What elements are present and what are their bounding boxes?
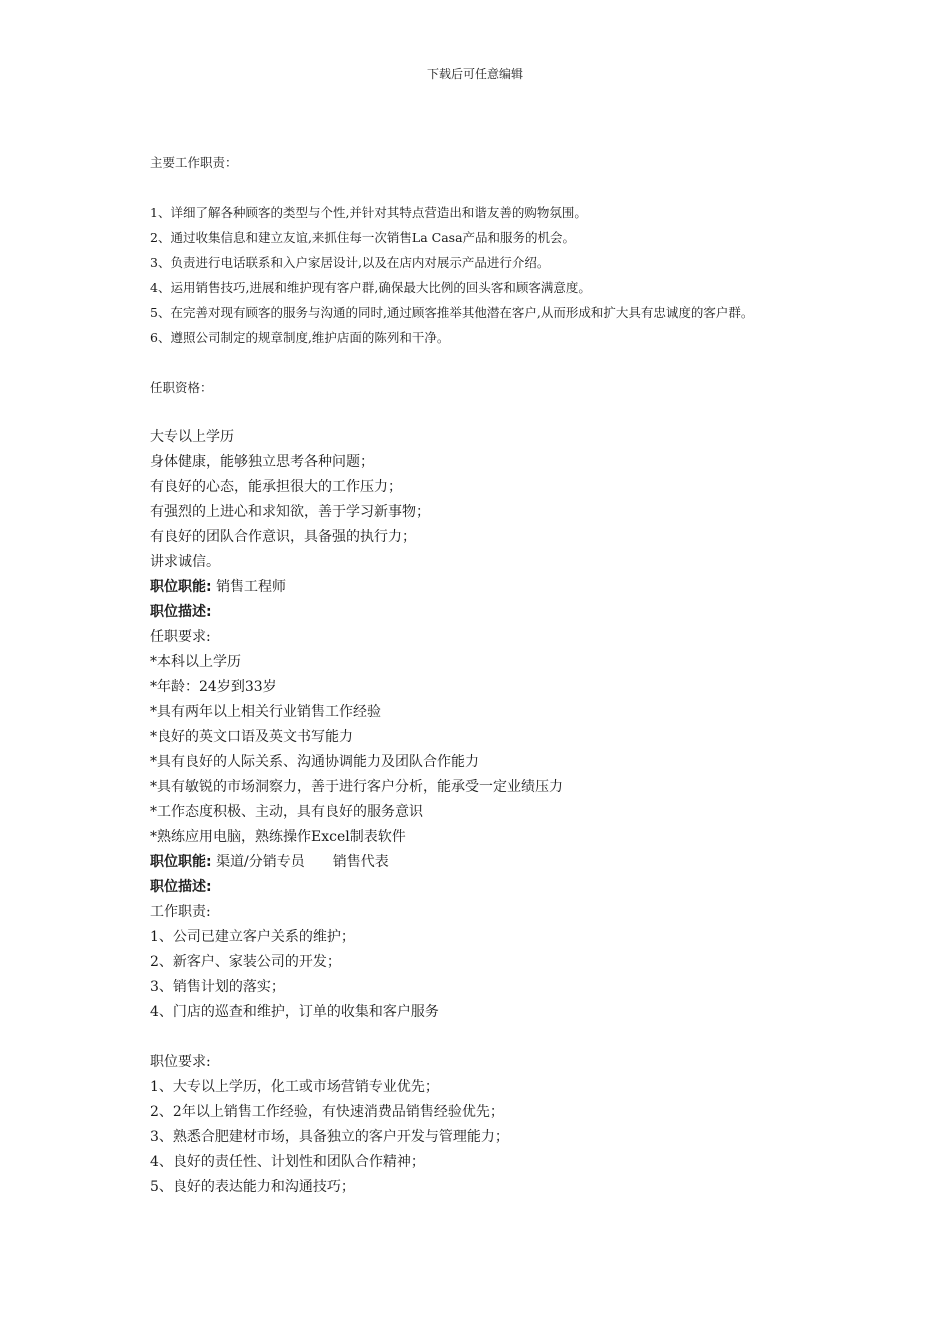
- list-item: 1、大专以上学历，化工或市场营销专业优先；: [150, 1079, 439, 1095]
- section-title: 主要工作职责：: [150, 155, 238, 170]
- position1-desc-label: 职位描述:: [150, 604, 212, 620]
- position2-req-title: 职位要求:: [150, 1054, 211, 1070]
- list-item: 6、遵照公司制定的规章制度,维护店面的陈列和干净。: [150, 330, 450, 345]
- list-item: 3、熟悉合肥建材市场，具备独立的客户开发与管理能力；: [150, 1129, 509, 1145]
- function-value: 销售代表: [332, 854, 389, 870]
- list-item: 5、在完善对现有顾客的服务与沟通的同时,通过顾客推举其他潜在客户,从而形成和扩大具有忠诚度的客户群。: [150, 305, 754, 320]
- list-item: *熟练应用电脑，熟练操作Excel制表软件: [150, 829, 406, 845]
- list-item: 3、销售计划的落实；: [150, 979, 285, 995]
- list-item: 有强烈的上进心和求知欲，善于学习新事物；: [150, 504, 430, 520]
- qualifications-section: [150, 425, 800, 1200]
- list-item: *本科以上学历: [150, 654, 241, 670]
- position2-function: [150, 850, 800, 875]
- position2-duty-title: 工作职责:: [150, 904, 211, 920]
- list-item: 有良好的心态，能承担很大的工作压力；: [150, 479, 402, 495]
- document-body: [150, 150, 800, 1200]
- position2-desc-label: 职位描述:: [150, 879, 212, 895]
- list-item: 讲求诚信。: [150, 554, 220, 570]
- function-label: 职位职能:: [150, 579, 212, 595]
- list-item: *良好的英文口语及英文书写能力: [150, 729, 353, 745]
- list-item: 大专以上学历: [150, 429, 234, 445]
- list-item: 1、详细了解各种顾客的类型与个性,并针对其特点营造出和谐友善的购物氛围。: [150, 205, 587, 220]
- list-item: *工作态度积极、主动，具有良好的服务意识: [150, 804, 423, 820]
- function-value: 渠道/分销专员: [216, 854, 305, 870]
- list-item: *年龄：24岁到33岁: [150, 679, 277, 695]
- position1-req-title: 任职要求:: [150, 629, 211, 645]
- page-header: 下载后可任意编辑: [426, 67, 523, 81]
- list-item: 3、负责进行电话联系和入户家居设计,以及在店内对展示产品进行介绍。: [150, 255, 550, 270]
- function-label: 职位职能:: [150, 854, 212, 870]
- list-item: 5、良好的表达能力和沟通技巧；: [150, 1179, 355, 1195]
- section-title: 任职资格：: [150, 380, 213, 395]
- main-duties-section: [150, 150, 800, 425]
- position1-function: [150, 575, 800, 600]
- list-item: 4、运用销售技巧,进展和维护现有客户群,确保最大比例的回头客和顾客满意度。: [150, 280, 591, 295]
- list-item: 有良好的团队合作意识，具备强的执行力；: [150, 529, 416, 545]
- list-item: *具有敏锐的市场洞察力，善于进行客户分析，能承受一定业绩压力: [150, 779, 563, 795]
- list-item: 2、新客户、家装公司的开发；: [150, 954, 341, 970]
- list-item: 4、门店的巡查和维护，订单的收集和客户服务: [150, 1004, 439, 1020]
- function-value: 销售工程师: [216, 579, 287, 595]
- list-item: 2、通过收集信息和建立友谊,来抓住每一次销售La Casa产品和服务的机会。: [150, 230, 576, 245]
- list-item: *具有两年以上相关行业销售工作经验: [150, 704, 381, 720]
- list-item: 4、良好的责任性、计划性和团队合作精神；: [150, 1154, 425, 1170]
- list-item: 身体健康，能够独立思考各种问题；: [150, 454, 374, 470]
- list-item: 1、公司已建立客户关系的维护；: [150, 929, 355, 945]
- list-item: 2、2年以上销售工作经验，有快速消费品销售经验优先；: [150, 1104, 504, 1120]
- list-item: *具有良好的人际关系、沟通协调能力及团队合作能力: [150, 754, 479, 770]
